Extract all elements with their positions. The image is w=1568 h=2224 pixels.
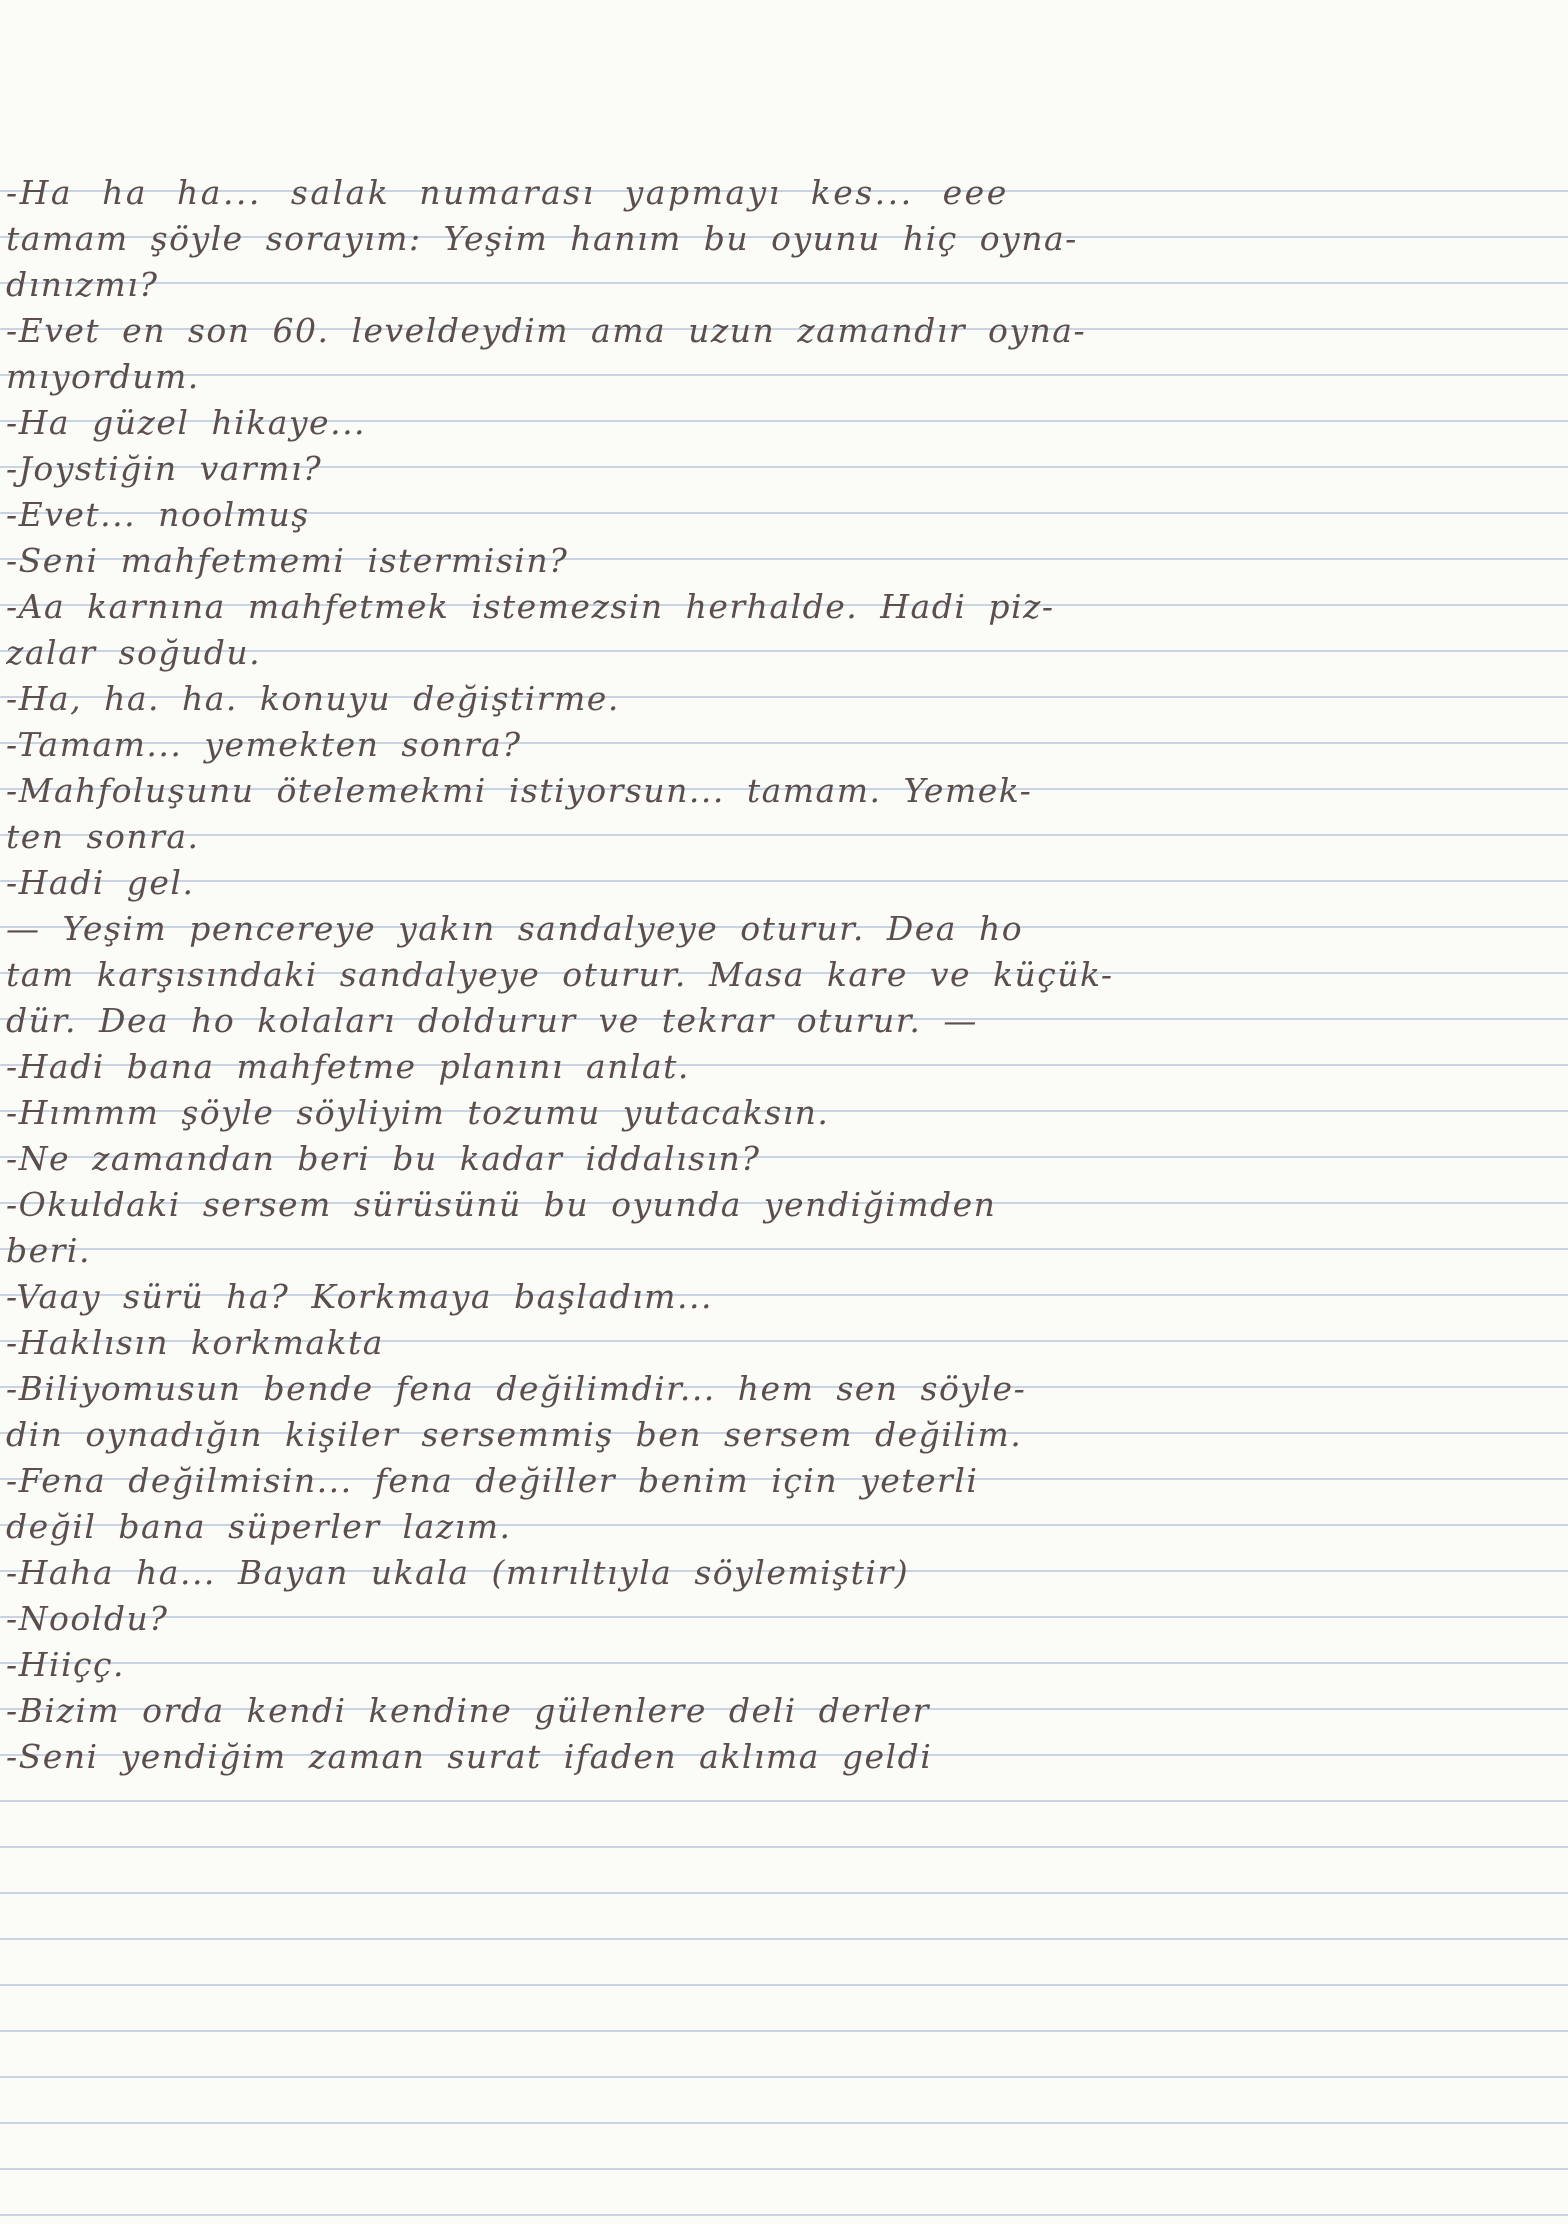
text-line: -Ha güzel hikaye...: [6, 403, 367, 442]
text-line: -Okuldaki sersem sürüsünü bu oyunda yendiğimden: [6, 1185, 997, 1224]
text-line: değil bana süperler lazım.: [6, 1507, 512, 1546]
text-line: -Haha ha... Bayan ukala (mırıltıyla söylemiştir): [6, 1553, 910, 1592]
text-line: -Hımmm şöyle söyliyim tozumu yutacaksın.: [6, 1093, 830, 1132]
text-line: -Hadi bana mahfetme planını anlat.: [6, 1047, 690, 1086]
text-line: -Nooldu?: [6, 1599, 169, 1638]
text-line: -Bizim orda kendi kendine gülenlere deli derler: [6, 1691, 930, 1730]
text-line: -Joystiğin varmı?: [6, 449, 323, 488]
text-line: tam karşısındaki sandalyeye oturur. Masa kare ve küçük-: [6, 955, 1114, 994]
text-line: -Seni yendiğim zaman surat ifaden aklıma geldi: [6, 1737, 933, 1776]
text-line: -Hiiçç.: [6, 1645, 125, 1684]
text-line: -Vaay sürü ha? Korkmaya başladım...: [6, 1277, 713, 1316]
text-line: -Ha ha ha... salak numarası yapmayı kes... eee: [6, 173, 1009, 212]
text-line: -Fena değilmisin... fena değiller benim için yeterli: [6, 1461, 979, 1500]
text-line: tamam şöyle sorayım: Yeşim hanım bu oyunu hiç oyna-: [6, 219, 1078, 258]
text-line: -Evet... noolmuş: [6, 495, 310, 534]
text-line: ten sonra.: [6, 817, 200, 856]
text-line: -Haklısın korkmakta: [6, 1323, 384, 1362]
handwritten-text-block: [6, 170, 1556, 1780]
text-line: beri.: [6, 1231, 91, 1270]
text-line: — Yeşim pencereye yakın sandalyeye oturur. Dea ho: [6, 909, 1024, 948]
text-line: mıyordum.: [6, 357, 200, 396]
text-line: -Ne zamandan beri bu kadar iddalısın?: [6, 1139, 761, 1178]
text-line: -Biliyomusun bende fena değilimdir... hem sen söyle-: [6, 1369, 1027, 1408]
text-line: -Aa karnına mahfetmek istemezsin herhalde. Hadi piz-: [6, 587, 1055, 626]
text-line: -Mahfoluşunu ötelemekmi istiyorsun... tamam. Yemek-: [6, 771, 1033, 810]
text-line: zalar soğudu.: [6, 633, 262, 672]
text-line: dür. Dea ho kolaları doldurur ve tekrar oturur. —: [6, 1001, 978, 1040]
text-line: din oynadığın kişiler sersemmiş ben sersem değilim.: [6, 1415, 1023, 1454]
text-line: -Ha, ha. ha. konuyu değiştirme.: [6, 679, 620, 718]
text-line: -Evet en son 60. leveldeydim ama uzun zamandır oyna-: [6, 311, 1087, 350]
text-line: -Tamam... yemekten sonra?: [6, 725, 522, 764]
text-line: -Seni mahfetmemi istermisin?: [6, 541, 569, 580]
text-line: dınızmı?: [6, 265, 159, 304]
text-line: -Hadi gel.: [6, 863, 195, 902]
